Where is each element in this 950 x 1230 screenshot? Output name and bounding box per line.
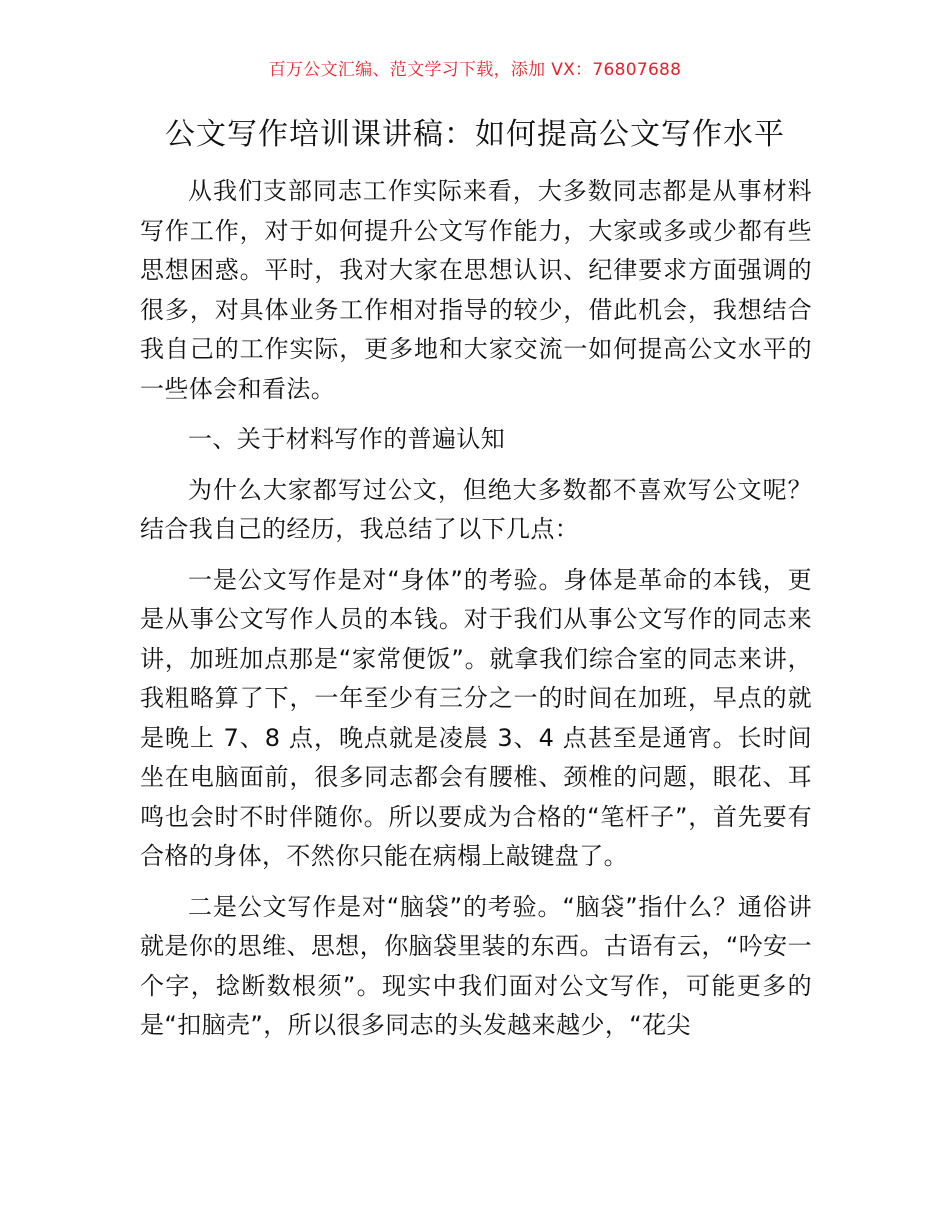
document-body: [140, 172, 812, 1057]
paragraph-intro: 从我们支部同志工作实际来看，大多数同志都是从事材料写作工作，对于如何提升公文写作能力，大家或多或少都有些思想困惑。平时，我对大家在思想认识、纪律要求方面强调的很多，对具体业务工作相对指导的较少，借此机会，我想结合我自己的工作实际，更多地和大家交流一如何提高公文水平的一些体会和看法。: [140, 177, 812, 403]
paragraph-question: 为什么大家都写过公文，但绝大多数都不喜欢写公文呢？结合我自己的经历，我总结了以下几点：: [140, 475, 812, 543]
watermark-header: 百万公文汇编、范文学习下载，添加 VX：76807688: [268, 60, 682, 80]
paragraph-point-2: 二是公文写作是对“脑袋”的考验。“脑袋”指什么？通俗讲就是你的思维、思想，你脑袋里装的东西。古语有云，“吟安一个字，捻断数根须”。现实中我们面对公文写作，可能更多的是“扣脑壳”，所以很多同志的头发越来越少，“花尖: [140, 892, 812, 1039]
section-heading-1: 一、关于材料写作的普遍认知: [188, 425, 506, 453]
paragraph-point-1: 一是公文写作是对“身体”的考验。身体是革命的本钱，更是从事公文写作人员的本钱。对于我们从事公文写作的同志来讲，加班加点那是“家常便饭”。就拿我们综合室的同志来讲，我粗略算了下，一年至少有三分之一的时间在加班，早点的就是晚上 7、8 点，晚点就是凌晨 3、4 点甚至是通宵。长时间坐在电脑面前，很多同志都会有腰椎、颈椎的问题，眼花、耳鸣也会时不时伴随你。所以要成为合格的“笔杆子”，首先要有合格的身体，不然你只能在病榻上敲键盘了。: [140, 565, 812, 870]
document-title: 公文写作培训课讲稿：如何提高公文写作水平: [165, 117, 785, 152]
